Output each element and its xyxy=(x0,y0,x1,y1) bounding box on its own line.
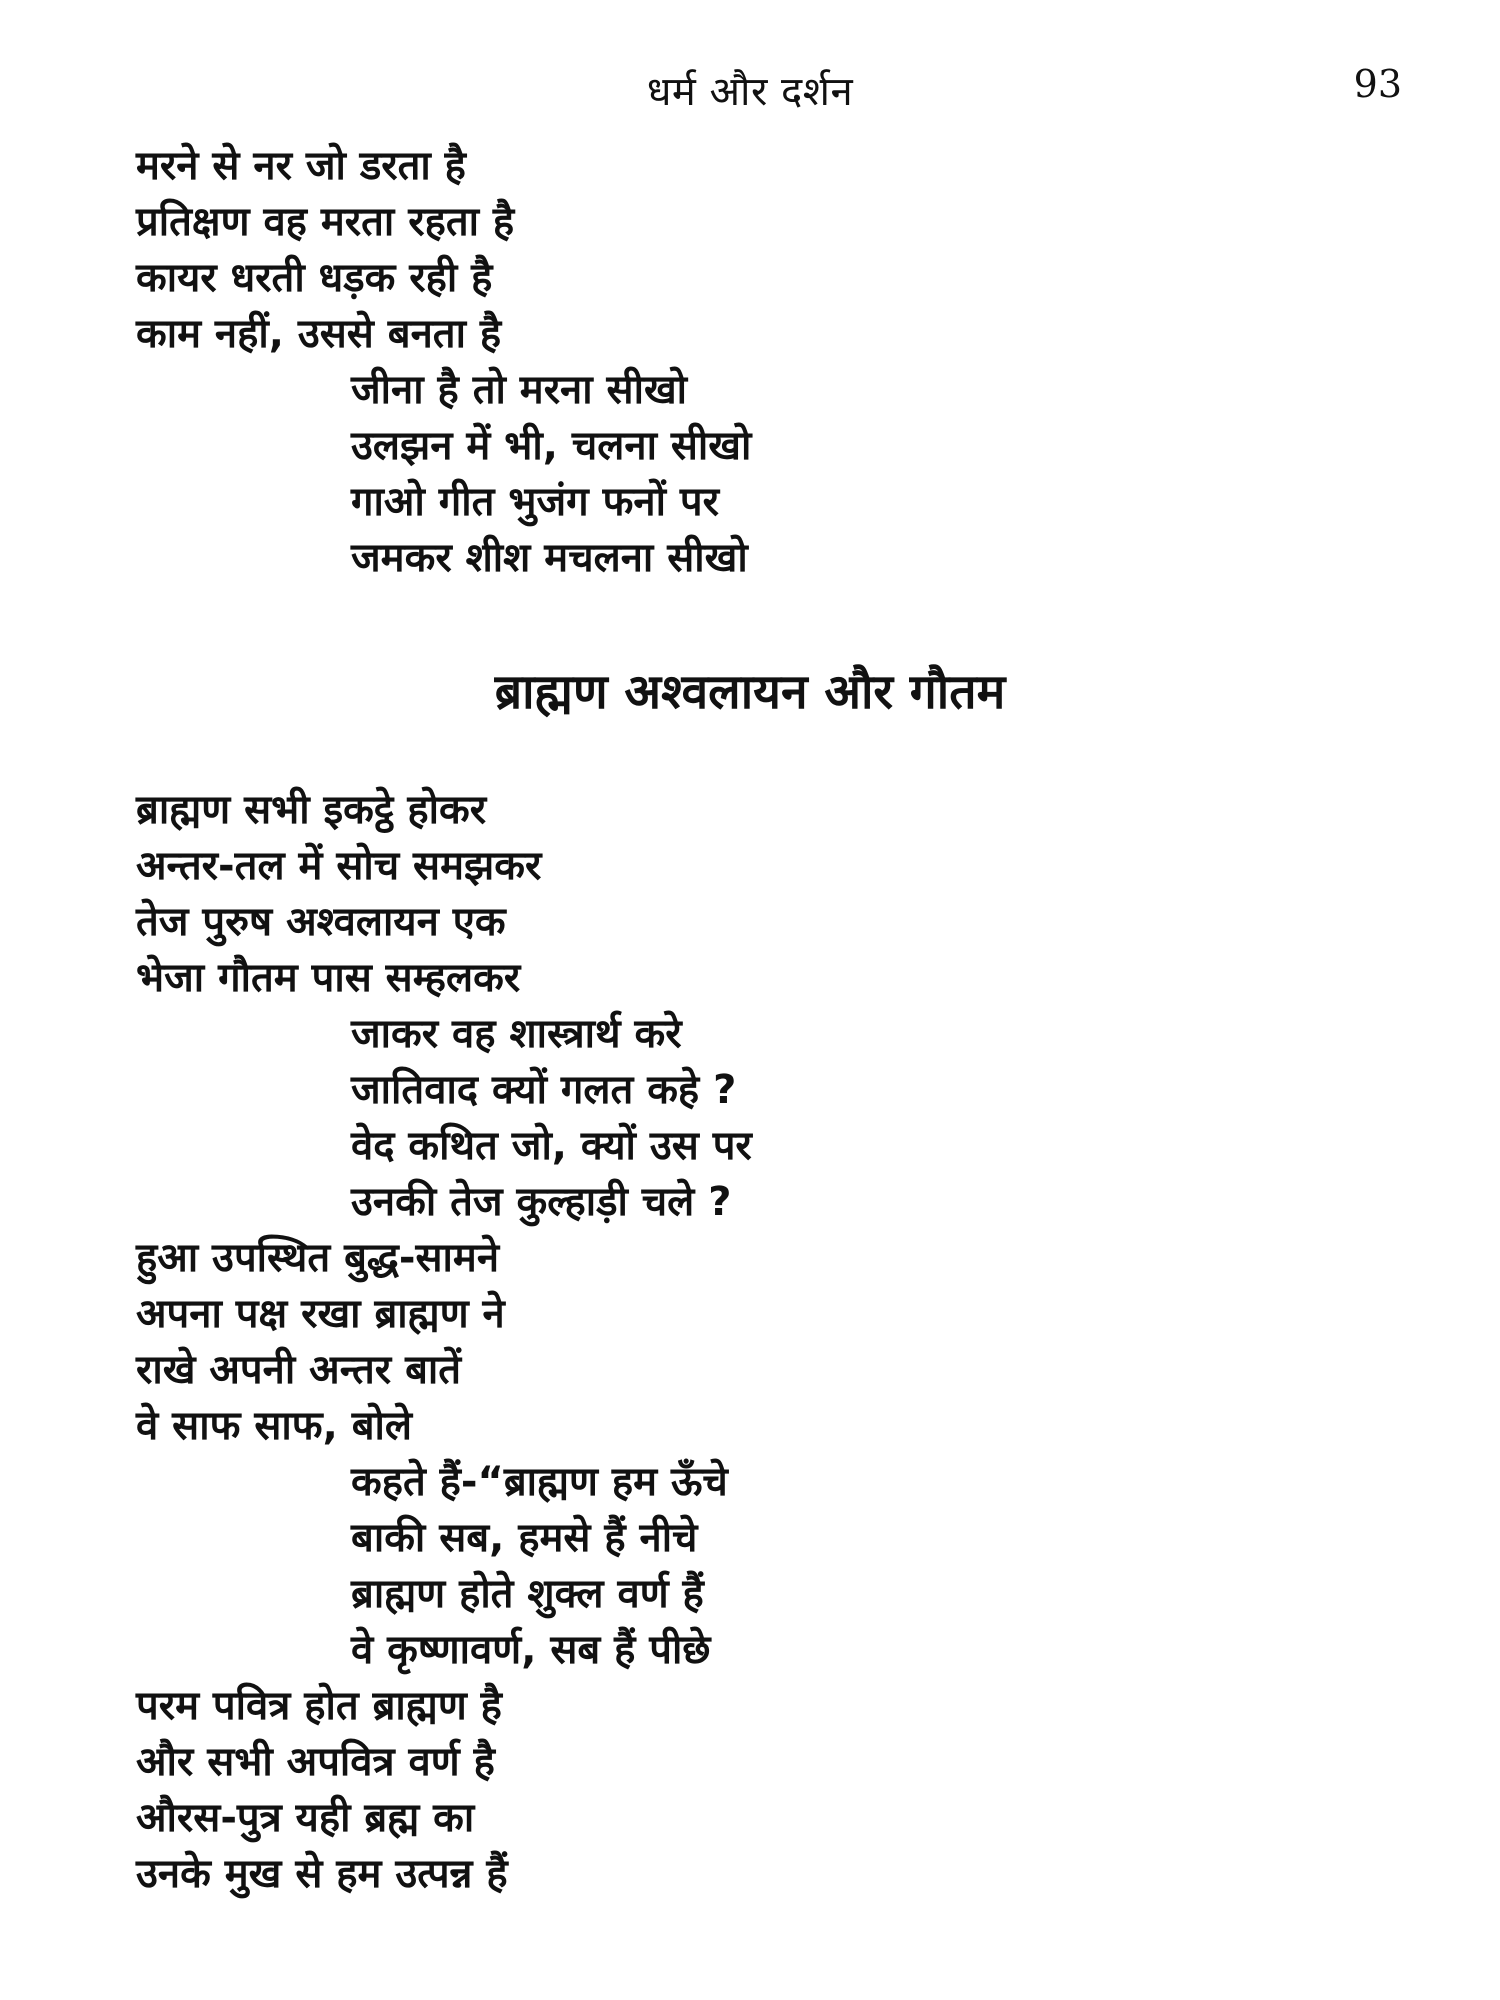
poem-continued xyxy=(136,138,751,586)
poem-line: कायर धरती धड़क रही है xyxy=(136,255,493,301)
poem-line: काम नहीं, उससे बनता है xyxy=(136,311,502,357)
poem-line: उलझन में भी, चलना सीखो xyxy=(351,423,752,469)
header-title: धर्म और दर्शन xyxy=(646,69,854,115)
poem-line: वे कृष्णावर्ण, सब हैं पीछे xyxy=(351,1627,711,1673)
poem-line: अपना पक्ष रखा ब्राह्मण ने xyxy=(136,1291,505,1337)
poem-line: उनकी तेज कुल्हाड़ी चले ? xyxy=(351,1179,732,1225)
section-heading: ब्राह्मण अश्वलायन और गौतम xyxy=(494,664,1006,720)
poem-section-body xyxy=(136,782,752,1902)
poem-line: ब्राह्मण होते शुक्ल वर्ण हैं xyxy=(351,1571,704,1617)
poem-line: वेद कथित जो, क्यों उस पर xyxy=(351,1123,752,1169)
poem-line: गाओ गीत भुजंग फनों पर xyxy=(351,479,719,525)
poem-line: भेजा गौतम पास सम्हलकर xyxy=(136,955,521,1001)
poem-line: परम पवित्र होत ब्राह्मण है xyxy=(136,1683,502,1729)
poem-line: प्रतिक्षण वह मरता रहता है xyxy=(136,199,515,245)
poem-line: जीना है तो मरना सीखो xyxy=(351,367,688,413)
poem-line: जमकर शीश मचलना सीखो xyxy=(351,535,748,581)
poem-line: हुआ उपस्थित बुद्ध-सामने xyxy=(136,1235,500,1281)
page-number: 93 xyxy=(1353,62,1402,106)
poem-line: वे साफ साफ, बोले xyxy=(136,1403,413,1449)
poem-line: कहते हैं-“ब्राह्मण हम ऊँचे xyxy=(351,1459,728,1505)
poem-line: और सभी अपवित्र वर्ण है xyxy=(136,1739,495,1785)
poem-line: औरस-पुत्र यही ब्रह्म का xyxy=(136,1795,475,1841)
poem-line: बाकी सब, हमसे हैं नीचे xyxy=(351,1515,698,1561)
poem-line: जाकर वह शास्त्रार्थ करे xyxy=(351,1011,682,1057)
poem-line: तेज पुरुष अश्वलायन एक xyxy=(136,899,506,945)
poem-line: राखे अपनी अन्तर बातें xyxy=(136,1347,462,1393)
poem-line: ब्राह्मण सभी इकट्ठे होकर xyxy=(136,787,487,833)
poem-line: उनके मुख से हम उत्पन्न हैं xyxy=(136,1851,508,1897)
poem-line: मरने से नर जो डरता है xyxy=(136,143,466,189)
running-header xyxy=(0,58,1500,118)
poem-line: जातिवाद क्यों गलत कहे ? xyxy=(351,1067,737,1113)
poem-line: अन्तर-तल में सोच समझकर xyxy=(136,843,542,889)
